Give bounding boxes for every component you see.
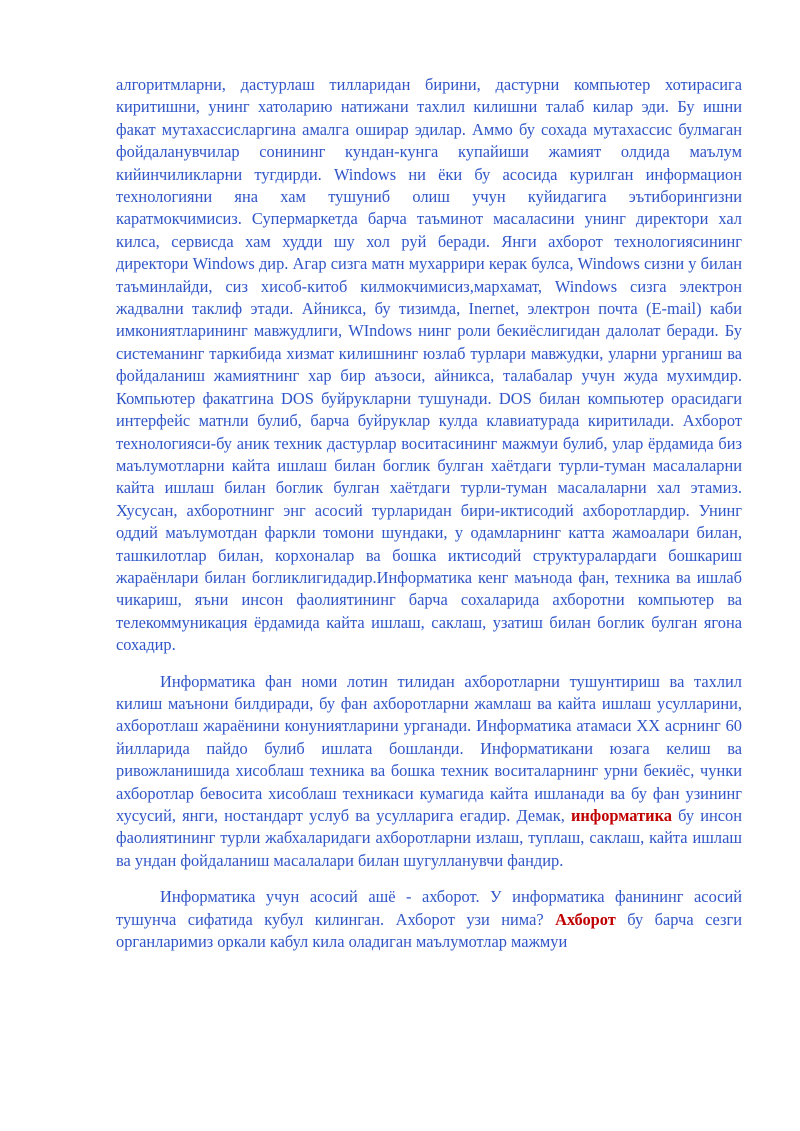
paragraph-2-text-a: Информатика фан номи лотин тилидан ахборотларни тушунтириш ва тахлил килиш маънони билдиради, бу фан ахборотларни жамлаш ва кайта ишлаш усулларини, ахборотлаш жараёнини конуниятларини урганади. Информатика атамаси XX асрнинг 60 йилларида пайдо булиб ишлата бошланди. Информатикани юзага келиш ва ривожланишида хисоблаш техника ва бошка техник воситаларнинг урни бекиёс, чунки ахборотлар бевосита хисоблаш техникаси кумагида кайта ишланади ва бу фан узининг хусусий, янги, ностандарт услуб ва усулларига егадир. Демак, [116,671,742,825]
paragraph-3-text-b: бу барча сезги органларимиз оркали кабул кила оладиган маълумотлар мажмуи [116,909,742,952]
term-informatika: информатика [570,806,672,825]
paragraph-3-text-a: Информатика учун асосий ашё - ахборот. У информатика фанининг асосий тушунча сифатида кубул килинган. Ахборот узи нима? [116,887,742,929]
paragraph-1 [116,74,742,657]
paragraph-1-text: алгоритмларни, дастурлаш тилларидан бирини, дастурни компьютер хотирасига киритишни, унинг хатоларию натижани тахлил килишни талаб килар эди. Бу ишни факат мутахассисларгина амалга оширар эдилар. Аммо бу сохада мутахассис булмаган фойдаланувчилар сонининг кундан-кунга купайиши жамият олдида маълум кийинчиликларни тугдирди. Windows ни ёки бу асосида курилган информацион технологияни яна хам тушуниб олиш учун куйидагига эътиборингизни каратмокчимисиз. Супермаркетда барча таъминот масаласини унинг директори хал килса, сервисда хам худди шу хол руй беради. Янги ахборот технологиясининг директори Windows дир. Агар сизга матн мухаррири керак булса, Windows сизни у билан таъминлайди, сиз хисоб-китоб килмокчимисиз,мархамат, Windows сизга электрон жадвални таклиф этади. Айникса, бу тизимда, Inernet, электрон почта (E-mail) каби имкониятларининг мавжудлиги, WIndows нинг роли бекиёслигидан далолат беради. Бу системанинг таркибида хизмат килишнинг юзлаб турлари мавжудки, уларни урганиш ва фойдаланиш жамиятнинг хар бир аъзоси, айникса, талабалар учун жуда мухимдир. Компьютер факатгина DOS буйрукларни тушунади. DOS билан компьютер орасидаги интерфейс матнли булиб, барча буйруклар кулда клавиатурада киритилади. Ахборот технологияси-бу аник техник дастурлар воситасининг мажмуи булиб, улар ёрдамида биз маълумотларни кайта ишлаш билан боглик булган хаётдаги турли-туман масалаларни кайта ишлаш билан боглик булган хаётдаги турли-туман масалаларни хал этамиз. Хусусан, ахборотнинг энг асосий турларидан бири-иктисодий ахборотлардир. Унинг оддий маълумотдан фаркли томони шундаки, у одамларнинг катта жамоалари билан, ташкилотлар билан, корхоналар ва бошка иктисодий структуралардаги бошкариш жараёнлари билан богликлигидадир.Информатика кенг маънода фан, техника ва ишлаб чикариш, яъни инсон фаолиятининг барча сохаларида ахборотни компьютер ва телекоммуникация ёрдамида кайта ишлаш, саклаш, узатиш билан боглик булган ягона сохадир. [116,75,742,655]
paragraph-2-text-b: бу инсон фаолиятининг турли жабхаларидаги ахборотларни излаш, туплаш, саклаш, кайта ишлаш ва ундан фойдаланиш масалалари билан шугулланувчи фандир. [116,806,742,870]
term-axborot: Ахборот [555,909,616,929]
paragraph-2 [116,671,742,873]
document-page [116,74,742,953]
paragraph-3 [116,886,742,953]
